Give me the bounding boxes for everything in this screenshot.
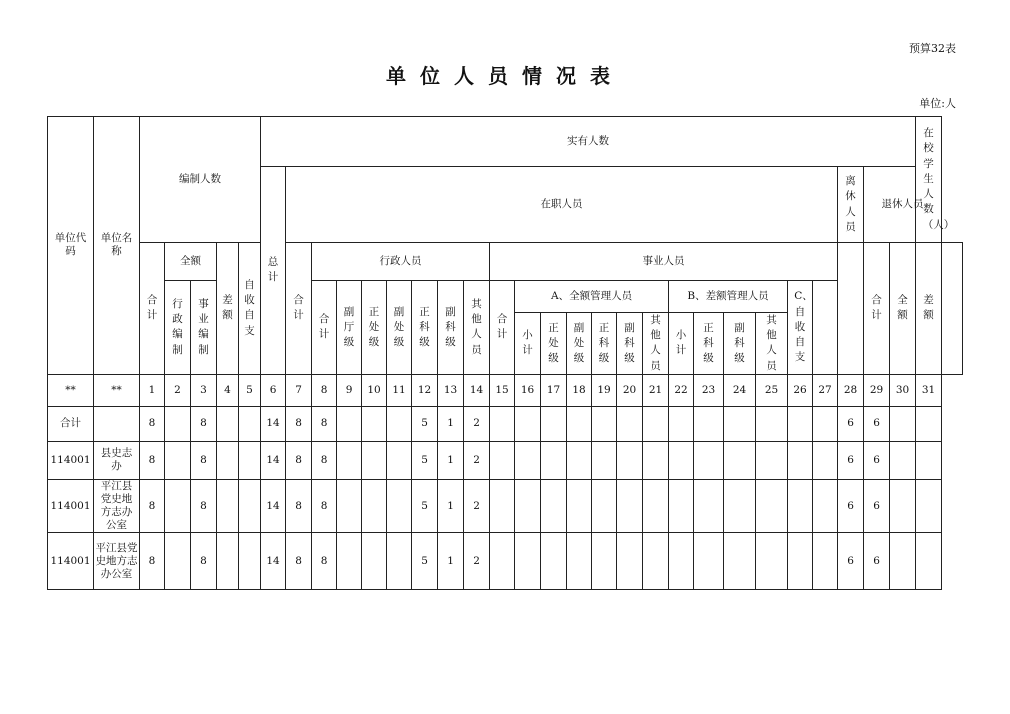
header-separated: 离休人员 — [838, 167, 864, 243]
table-row: 114001 平江县党史地方志办公室 8 8 14 8 8 5 1 2 6 6 — [48, 479, 963, 533]
header-total: 总计 — [261, 167, 286, 375]
unit-label: 单位:人 — [919, 97, 956, 110]
header-separated-blank — [838, 243, 864, 375]
header-b-deputy-sec: 副科级 — [724, 313, 756, 375]
header-a-div-chief: 正处级 — [541, 313, 567, 375]
header-retired-diff: 差额 — [916, 243, 942, 375]
header-admin-other: 其他人员 — [464, 281, 490, 375]
header-group-a: A、全额管理人员 — [515, 281, 669, 313]
header-deputy-dept: 副厅级 — [337, 281, 362, 375]
header-self-support: 自收自支 — [239, 243, 261, 375]
table-row: 114001 平江县党史地方志办公室 8 8 14 8 8 5 1 2 6 6 — [48, 533, 963, 590]
column-number-row: ** ** 1 2 3 4 5 6 7 8 9 10 11 12 13 14 15 16 17 18 19 20 21 22 23 24 25 26 27 28 29 30 31 — [48, 374, 963, 406]
header-retired-sum: 合计 — [864, 243, 890, 375]
header-a-sec-chief: 正科级 — [592, 313, 617, 375]
header-student: 在校学生人数（人） — [916, 117, 942, 243]
header-in-service: 在职人员 — [286, 167, 838, 243]
header-b-subtotal: 小计 — [669, 313, 694, 375]
table-row: 114001 县史志办 8 8 14 8 8 5 1 2 6 6 — [48, 441, 963, 479]
header-group-b: B、差额管理人员 — [669, 281, 788, 313]
header-staffing: 编制人数 — [140, 117, 261, 243]
header-inst-sum: 合计 — [490, 281, 515, 375]
header-in-service-sum: 合计 — [286, 243, 312, 375]
header-admin-quota: 行政编制 — [165, 281, 191, 375]
header-deputy-sec: 副科级 — [438, 281, 464, 375]
header-a-deputy-sec: 副科级 — [617, 313, 643, 375]
header-staffing-diff: 差额 — [217, 243, 239, 375]
header-unit-code: 单位代码 — [48, 117, 94, 375]
header-deputy-div: 副处级 — [387, 281, 412, 375]
header-inst-staff: 事业人员 — [490, 243, 838, 281]
header-sec-chief: 正科级 — [412, 281, 438, 375]
header-actual: 实有人数 — [261, 117, 916, 167]
header-group-c: C、自收自支 — [788, 281, 813, 375]
table-row: 合计 8 8 14 8 8 5 1 2 6 6 — [48, 406, 963, 441]
header-admin-sum: 合计 — [312, 281, 337, 375]
header-div-chief: 正处级 — [362, 281, 387, 375]
page-title: 单位人员情况表 — [386, 64, 624, 88]
personnel-table — [47, 116, 963, 590]
header-a-subtotal: 小计 — [515, 313, 541, 375]
header-inst-quota: 事业编制 — [191, 281, 217, 375]
header-unit-name: 单位名称 — [94, 117, 140, 375]
header-full-amount: 全额 — [165, 243, 217, 281]
header-retired: 退休人员 — [864, 167, 942, 243]
header-student-blank — [942, 243, 963, 375]
header-staffing-sum: 合计 — [140, 243, 165, 375]
header-a-other: 其他人员 — [643, 313, 669, 375]
header-a-deputy-div: 副处级 — [567, 313, 592, 375]
header-retired-full: 全额 — [890, 243, 916, 375]
form-number: 预算32表 — [909, 42, 956, 55]
header-b-other: 其他人员 — [756, 313, 788, 375]
header-admin-staff: 行政人员 — [312, 243, 490, 281]
header-b-sec-chief: 正科级 — [694, 313, 724, 375]
